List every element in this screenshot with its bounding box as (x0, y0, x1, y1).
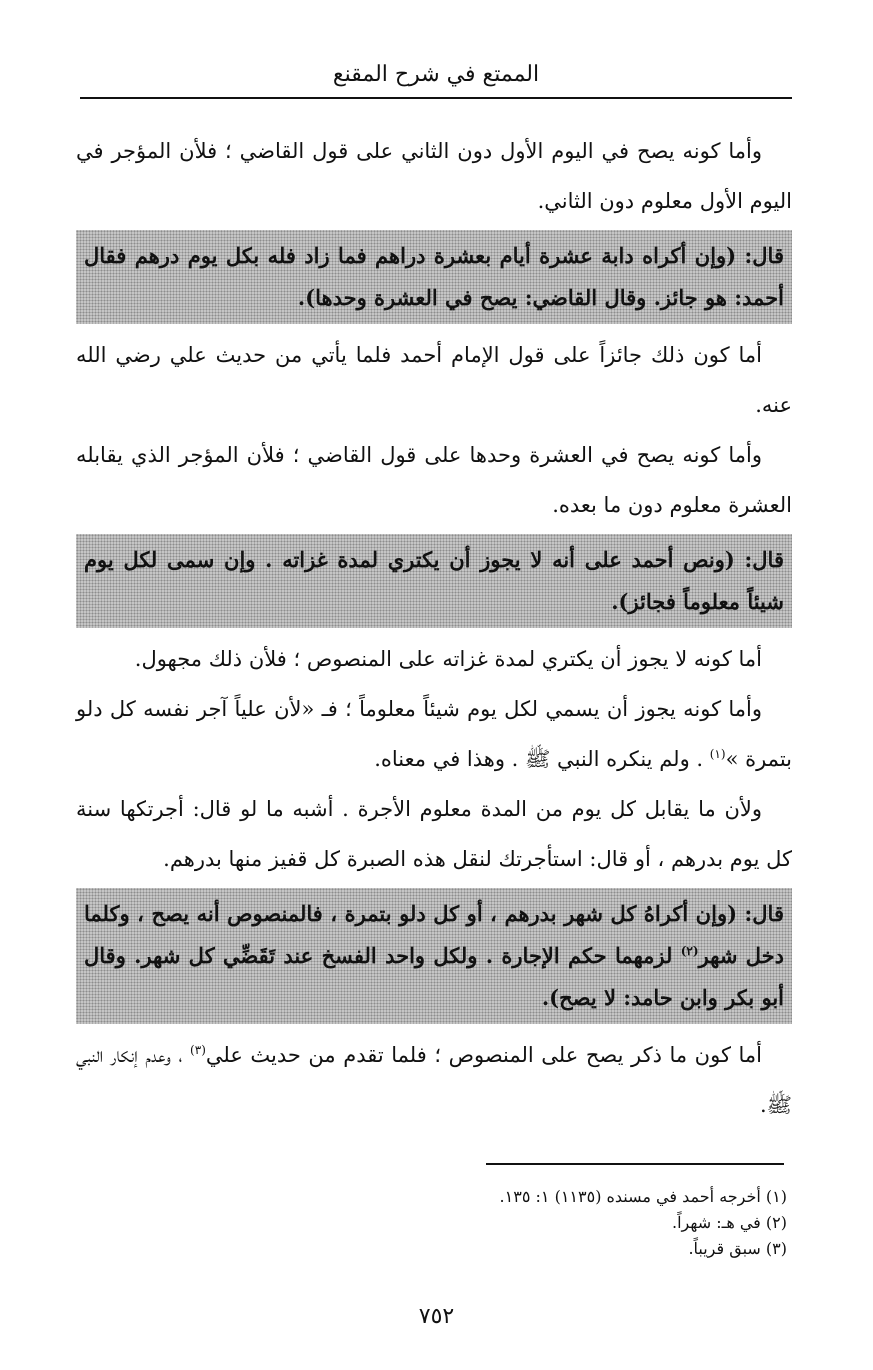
header-rule (80, 97, 792, 99)
paragraph-text: ، وعدم إنكار النبي ﷺ. (76, 1043, 792, 1117)
footnote-3: (٣) سبق قريباً. (688, 1239, 787, 1258)
footnotes (367, 1184, 787, 1262)
quoted-text-block: قال: (ونص أحمد على أنه لا يجوز أن يكتري لمدة غزاته . وإن سمى لكل يوم شيئاً معلوماً فجائز). (76, 534, 792, 628)
footnote-marker: (١) (709, 747, 726, 761)
commentary-paragraph: وأما كونه يصح في اليوم الأول دون الثاني على قول القاضي ؛ فلأن المؤجر في اليوم الأول معلوم دون الثاني. (76, 139, 792, 213)
page-number: ٧٥٢ (418, 1304, 455, 1329)
paragraph-text: أما كون ما ذكر يصح على المنصوص ؛ فلما تقدم من حديث علي (205, 1043, 762, 1067)
paragraph-text: . ولم ينكره النبي ﷺ . وهذا في معناه. (374, 747, 710, 771)
footnote-rule (486, 1163, 784, 1165)
footnote-1: (١) أخرجه أحمد في مسنده (١١٣٥) ١: ١٣٥. (499, 1187, 787, 1206)
running-head: الممتع في شرح المقنع (332, 62, 540, 87)
commentary-paragraph: أما كونه لا يجوز أن يكتري لمدة غزاته على المنصوص ؛ فلأن ذلك مجهول. (134, 647, 762, 671)
footnote-2: (٢) في هـ: شهراً. (672, 1213, 787, 1232)
quoted-text: لزمهما حكم الإجارة . ولكل واحد الفسخ عند تَقَضِّي كل شهر. وقال أبو بكر وابن حامد: لا يصح). (84, 943, 784, 1010)
commentary-paragraph: وأما كونه يصح في العشرة وحدها على قول القاضي ؛ فلأن المؤجر الذي يقابله العشرة معلوم دون ما بعده. (76, 443, 792, 517)
commentary-paragraph (76, 684, 792, 784)
quoted-text: قال: (وإن أكراهُ كل شهر بدرهم ، أو كل دلو بتمرة ، فالمنصوص أنه يصح ، وكلما دخل شهر (84, 901, 784, 968)
footnote-marker: (٣) (190, 1043, 206, 1057)
commentary-paragraph: أما كون ذلك جائزاً على قول الإمام أحمد فلما يأتي من حديث علي رضي الله عنه. (76, 343, 792, 417)
commentary-paragraph: ولأن ما يقابل كل يوم من المدة معلوم الأجرة . أشبه ما لو قال: أجرتكها سنة كل يوم بدرهم ، أو قال: استأجرتك لنقل هذه الصبرة كل قفيز منها بدرهم. (76, 797, 792, 871)
page-body (76, 126, 792, 1130)
quoted-text-block: قال: (وإن أكراه دابة عشرة أيام بعشرة دراهم فما زاد فله بكل يوم درهم فقال أحمد: هو جائز. وقال القاضي: يصح في العشرة وحدها). (76, 230, 792, 324)
footnote-marker: (٢) (680, 944, 699, 958)
quoted-text-block (76, 888, 792, 1024)
commentary-paragraph (76, 1030, 792, 1130)
paragraph-text: وأما كونه يجوز أن يسمي لكل يوم شيئاً معلوماً ؛ فـ «لأن علياً آجر نفسه كل دلو بتمرة » (76, 697, 792, 771)
